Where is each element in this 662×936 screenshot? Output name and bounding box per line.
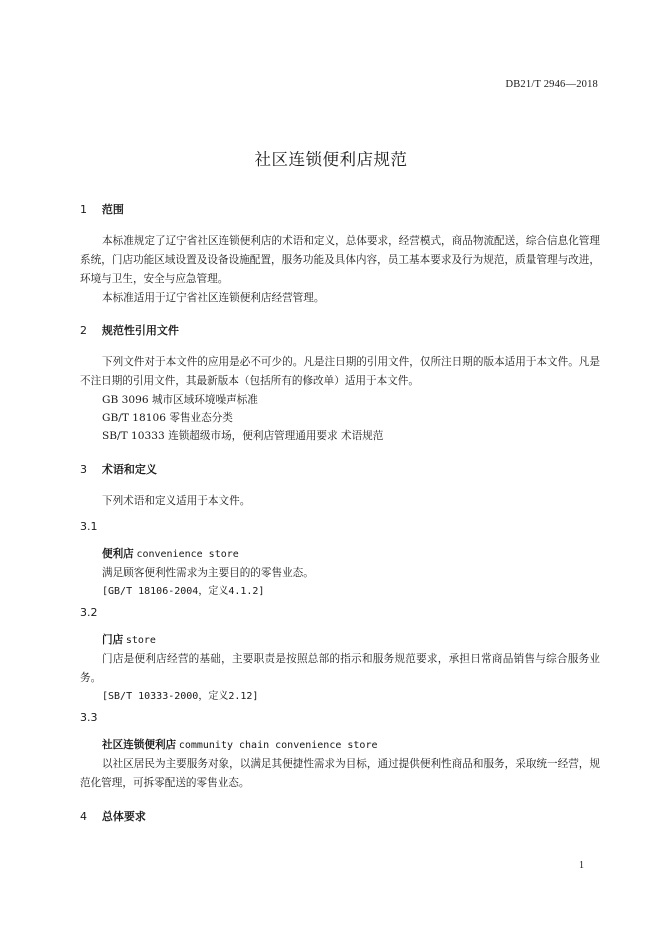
- section-title: 规范性引用文件: [101, 324, 179, 337]
- section-number: 1: [80, 203, 87, 216]
- section-3-heading: [80, 461, 157, 477]
- term-source: [SB/T 10333-2000，定义2.12]: [102, 691, 259, 702]
- term-source: [GB/T 18106-2004，定义4.1.2]: [102, 586, 265, 597]
- normative-reference: GB 3096 城市区域环境噪声标准: [102, 394, 258, 406]
- section-3-intro: [80, 492, 600, 511]
- normative-reference: SB/T 10333 连锁超级市场，便利店管理通用要求 术语规范: [102, 430, 384, 442]
- section-number: 3: [80, 463, 87, 476]
- term-definition: 满足顾客便利性需求为主要目的的零售业态。: [102, 567, 314, 579]
- section-title: 范围: [101, 203, 124, 216]
- section-1-heading: [80, 201, 124, 217]
- clause-3-3-number: 3.3: [80, 711, 98, 724]
- term-zh: 门店: [102, 634, 124, 646]
- page-number: 1: [579, 860, 584, 871]
- paragraph: 本标准适用于辽宁省社区连锁便利店经营管理。: [102, 292, 325, 304]
- standard-number: DB21/T 2946—2018: [505, 79, 598, 90]
- section-title: 术语和定义: [101, 463, 157, 476]
- paragraph: 本标准规定了辽宁省社区连锁便利店的术语和定义，总体要求，经营模式，商品物流配送，综合信息化管理系统，门店功能区域设置及设备设施配置，服务功能及具体内容，员工基本要求及行为规范，质量管理与改进，环境与卫生，安全与应急管理。: [80, 235, 600, 285]
- term-en: store: [125, 635, 156, 646]
- section-2-heading: [80, 322, 179, 338]
- section-number: 2: [80, 324, 87, 337]
- paragraph: 下列文件对于本文件的应用是必不可少的。凡是注日期的引用文件，仅所注日期的版本适用于本文件。凡是不注日期的引用文件，其最新版本（包括所有的修改单）适用于本文件。: [80, 356, 600, 387]
- document-title: 社区连锁便利店规范: [254, 150, 408, 169]
- section-2-body: [80, 353, 600, 445]
- term-3-2: [80, 631, 600, 706]
- section-1-body: [80, 232, 600, 308]
- term-heading: [80, 736, 600, 755]
- normative-reference: GB/T 18106 零售业态分类: [102, 412, 233, 424]
- term-heading: [80, 545, 600, 564]
- term-heading: [80, 631, 600, 650]
- paragraph: 下列术语和定义适用于本文件。: [102, 495, 251, 507]
- term-en: convenience store: [136, 549, 239, 560]
- section-number: 4: [80, 810, 87, 823]
- section-title: 总体要求: [101, 810, 146, 823]
- term-3-1: [80, 545, 600, 601]
- term-zh: 社区连锁便利店: [102, 739, 177, 751]
- term-en: community chain convenience store: [178, 740, 378, 751]
- term-definition: 以社区居民为主要服务对象，以满足其便捷性需求为目标，通过提供便利性商品和服务，采取统一经营，规范化管理，可拆零配送的零售业态。: [80, 758, 600, 789]
- clause-3-1-number: 3.1: [80, 520, 98, 533]
- clause-3-2-number: 3.2: [80, 606, 98, 619]
- term-3-3: [80, 736, 600, 793]
- term-definition: 门店是便利店经营的基础，主要职责是按照总部的指示和服务规范要求，承担日常商品销售与综合服务业务。: [80, 653, 600, 684]
- term-zh: 便利店: [102, 548, 134, 560]
- section-4-heading: [80, 808, 146, 824]
